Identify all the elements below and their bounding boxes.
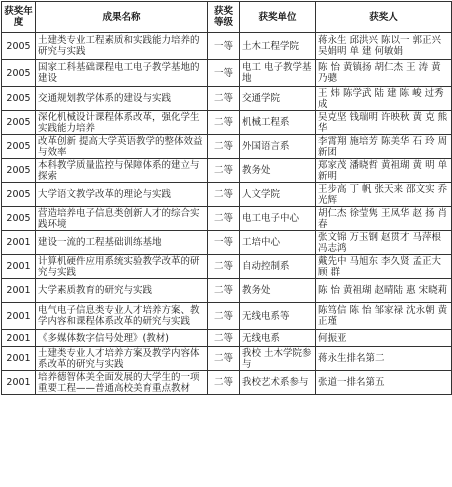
cell-level: 二等 [208,87,240,111]
cell-level: 二等 [208,207,240,231]
table-row [2,303,452,330]
cell-unit: 我校 土木学院参与 [240,347,316,371]
cell-person: 陈笃信 陈 怡 邹家禄 沈永朝 黄正瑾 [316,303,452,330]
cell-name: 深化机械设计课程体系改革，强化学生实践能力培养 [36,111,208,135]
cell-person: 吴克坚 钱瑞明 许映秋 黄 克 熊 华 [316,111,452,135]
cell-level: 二等 [208,183,240,207]
cell-year: 2001 [2,279,36,303]
cell-level: 二等 [208,159,240,183]
cell-name: 国家工科基础课程电工电子教学基地的建设 [36,60,208,87]
table-row [2,183,452,207]
cell-year: 2005 [2,159,36,183]
cell-name: 营造培养电子信息类创新人才的综合实践环境 [36,207,208,231]
cell-unit: 外国语言系 [240,135,316,159]
cell-unit: 我校艺术系参与 [240,371,316,395]
cell-name: 培养德智体美全面发展的大学生的一项重要工程——普通高校美育重点教材 [36,371,208,395]
cell-level: 二等 [208,347,240,371]
cell-name: 电气电子信息类专业人才培养方案、教学内容和课程体系改革的研究与实践 [36,303,208,330]
cell-year: 2001 [2,347,36,371]
cell-unit: 土木工程学院 [240,33,316,60]
cell-name: 计算机硬件应用系统实验教学改革的研究与实践 [36,255,208,279]
cell-person: 王步高 丁 帆 张天来 邵文实 乔光辉 [316,183,452,207]
cell-unit: 机械工程系 [240,111,316,135]
cell-person: 张道一排名第五 [316,371,452,395]
cell-person: 王 炜 陈学武 陆 建 陈 峻 过秀成 [316,87,452,111]
cell-person: 何振亚 [316,330,452,347]
table-header [2,2,452,33]
cell-person: 戴先中 马旭东 李久贤 孟正大 顾 群 [316,255,452,279]
cell-name: 交通规划教学体系的建设与实践 [36,87,208,111]
cell-unit: 电工 电子教学基地 [240,60,316,87]
header-year: 获奖年度 [2,2,36,33]
cell-level: 二等 [208,135,240,159]
cell-person: 蒋永生排名第二 [316,347,452,371]
table-row [2,111,452,135]
table-row [2,33,452,60]
cell-level: 一等 [208,60,240,87]
cell-person: 李霄翔 施培芳 陈美华 石 玲 周新团 [316,135,452,159]
cell-person: 张文锦 万玉钢 赵贯才 马萍根 冯志鸿 [316,231,452,255]
cell-year: 2001 [2,255,36,279]
table-row [2,135,452,159]
cell-level: 一等 [208,33,240,60]
cell-level: 二等 [208,279,240,303]
table-row [2,279,452,303]
cell-year: 2001 [2,231,36,255]
cell-person: 蒋永生 邱洪兴 陈以一 郭正兴 吴娟明 单 建 何敏娟 [316,33,452,60]
cell-person: 胡仁杰 徐莹隽 王凤华 赵 扬 肖 春 [316,207,452,231]
cell-unit: 交通学院 [240,87,316,111]
cell-person: 陈 怡 黄镇扬 胡仁杰 王 涛 黄乃骢 [316,60,452,87]
table-row [2,371,452,395]
cell-unit: 教务处 [240,279,316,303]
cell-name: 大学素质教育的研究与实践 [36,279,208,303]
table-row [2,255,452,279]
table-row [2,231,452,255]
cell-level: 二等 [208,303,240,330]
cell-year: 2005 [2,207,36,231]
cell-name: 本科教学质量监控与保障体系的建立与探索 [36,159,208,183]
header-row [2,2,452,33]
awards-table [1,1,452,395]
cell-year: 2001 [2,303,36,330]
cell-name: 改革创新 提高大学英语教学的整体效益与效率 [36,135,208,159]
cell-unit: 无线电系 [240,330,316,347]
cell-year: 2001 [2,371,36,395]
cell-name: 土建类专业工程素质和实践能力培养的研究与实践 [36,33,208,60]
header-person: 获奖人 [316,2,452,33]
cell-level: 二等 [208,255,240,279]
cell-name: 土建类专业人才培养方案及教学内容体系改革的研究与实践 [36,347,208,371]
table-row [2,60,452,87]
cell-unit: 教务处 [240,159,316,183]
cell-year: 2005 [2,111,36,135]
header-unit: 获奖单位 [240,2,316,33]
cell-year: 2001 [2,330,36,347]
table-row [2,330,452,347]
cell-unit: 无线电系等 [240,303,316,330]
cell-name: 《多媒体数字信号处理》(教材) [36,330,208,347]
cell-year: 2005 [2,135,36,159]
table-row [2,159,452,183]
table-row [2,347,452,371]
cell-year: 2005 [2,183,36,207]
cell-person: 陈 怡 黄祖瑚 赵晴陆 惠 宋晓莉 [316,279,452,303]
cell-level: 二等 [208,330,240,347]
cell-level: 二等 [208,111,240,135]
cell-name: 大学语文教学改革的理论与实践 [36,183,208,207]
cell-name: 建设一流的工程基础训练基地 [36,231,208,255]
header-level: 获奖等级 [208,2,240,33]
cell-level: 二等 [208,371,240,395]
cell-year: 2005 [2,33,36,60]
cell-person: 郑家茂 潘晓哲 黄祖瑚 黄 明 单新明 [316,159,452,183]
header-name: 成果名称 [36,2,208,33]
table-row [2,87,452,111]
cell-unit: 人文学院 [240,183,316,207]
cell-unit: 电工电子中心 [240,207,316,231]
table-row [2,207,452,231]
cell-level: 一等 [208,231,240,255]
cell-unit: 工培中心 [240,231,316,255]
cell-unit: 自动控制系 [240,255,316,279]
cell-year: 2005 [2,87,36,111]
table-body [2,33,452,395]
cell-year: 2005 [2,60,36,87]
